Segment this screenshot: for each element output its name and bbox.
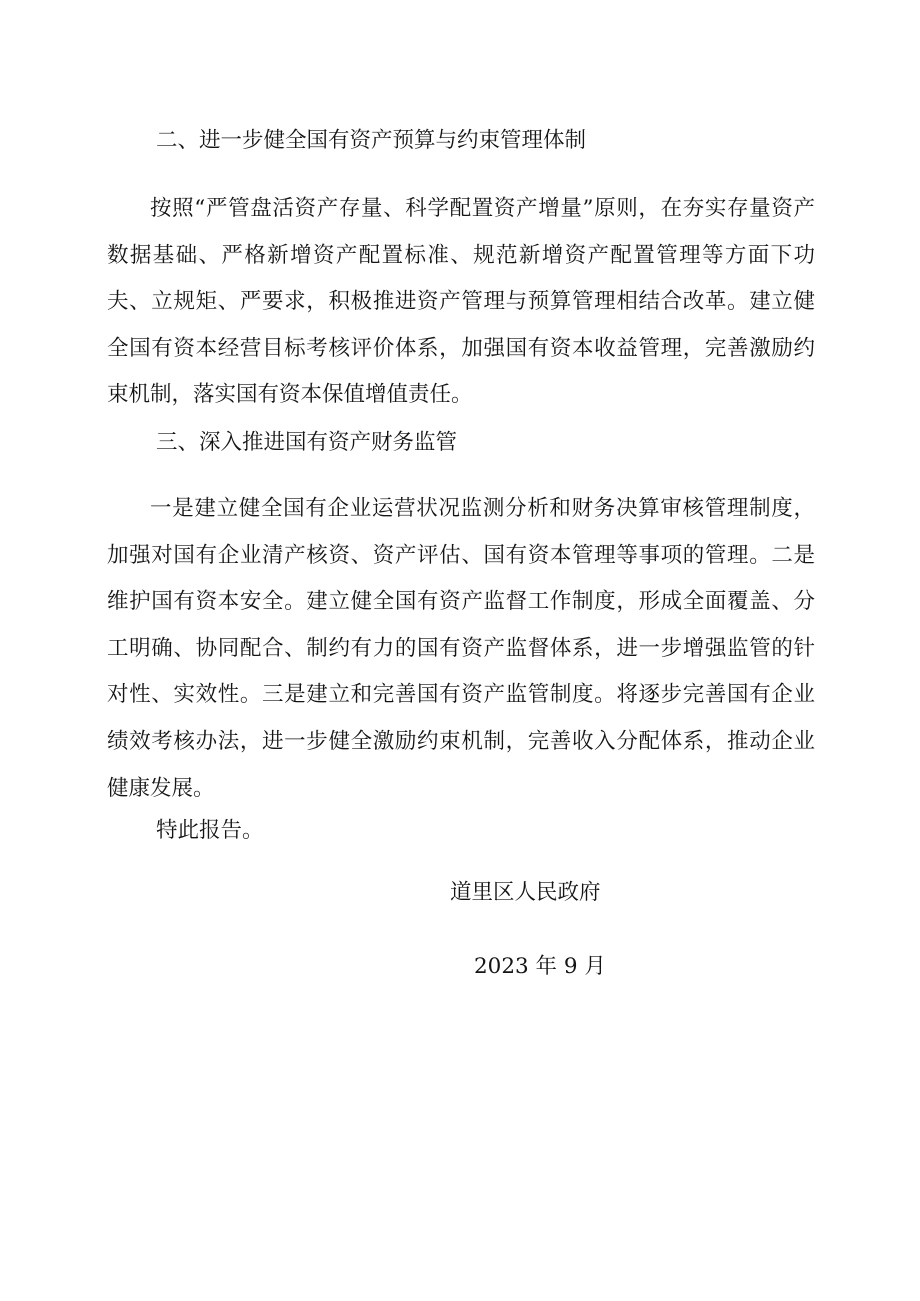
section-body-2: 按照“严管盘活资产存量、科学配置资产增量”原则，在夯实存量资产数据基础、严格新增资产配置标准、规范新增资产配置管理等方面下功夫、立规矩、严要求，积极推进资产管理与预算管理相结合改革。建立健全国有资本经营目标考核评价体系，加强国有资本收益管理，完善激励约束机制，落实国有资本保值增值责任。: [107, 196, 815, 408]
signature-organization: 道里区人民政府: [450, 880, 601, 905]
document-date: 2023 年 9 月: [474, 954, 606, 979]
closing-statement: 特此报告。: [156, 818, 264, 843]
section-body-3: 一是建立健全国有企业运营状况监测分析和财务决算审核管理制度，加强对国有企业清产核资、资产评估、国有资本管理等事项的管理。二是维护国有资本安全。建立健全国有资产监督工作制度，形成全面覆盖、分工明确、协同配合、制约有力的国有资产监督体系，进一步增强监管的针对性、实效性。三是建立和完善国有资产监管制度。将逐步完善国有企业绩效考核办法，进一步健全激励约束机制，完善收入分配体系，推动企业健康发展。: [107, 496, 815, 801]
section-heading-2: 二、进一步健全国有资产预算与约束管理体制: [156, 128, 587, 153]
section-heading-3: 三、深入推进国有资产财务监管: [156, 430, 458, 455]
